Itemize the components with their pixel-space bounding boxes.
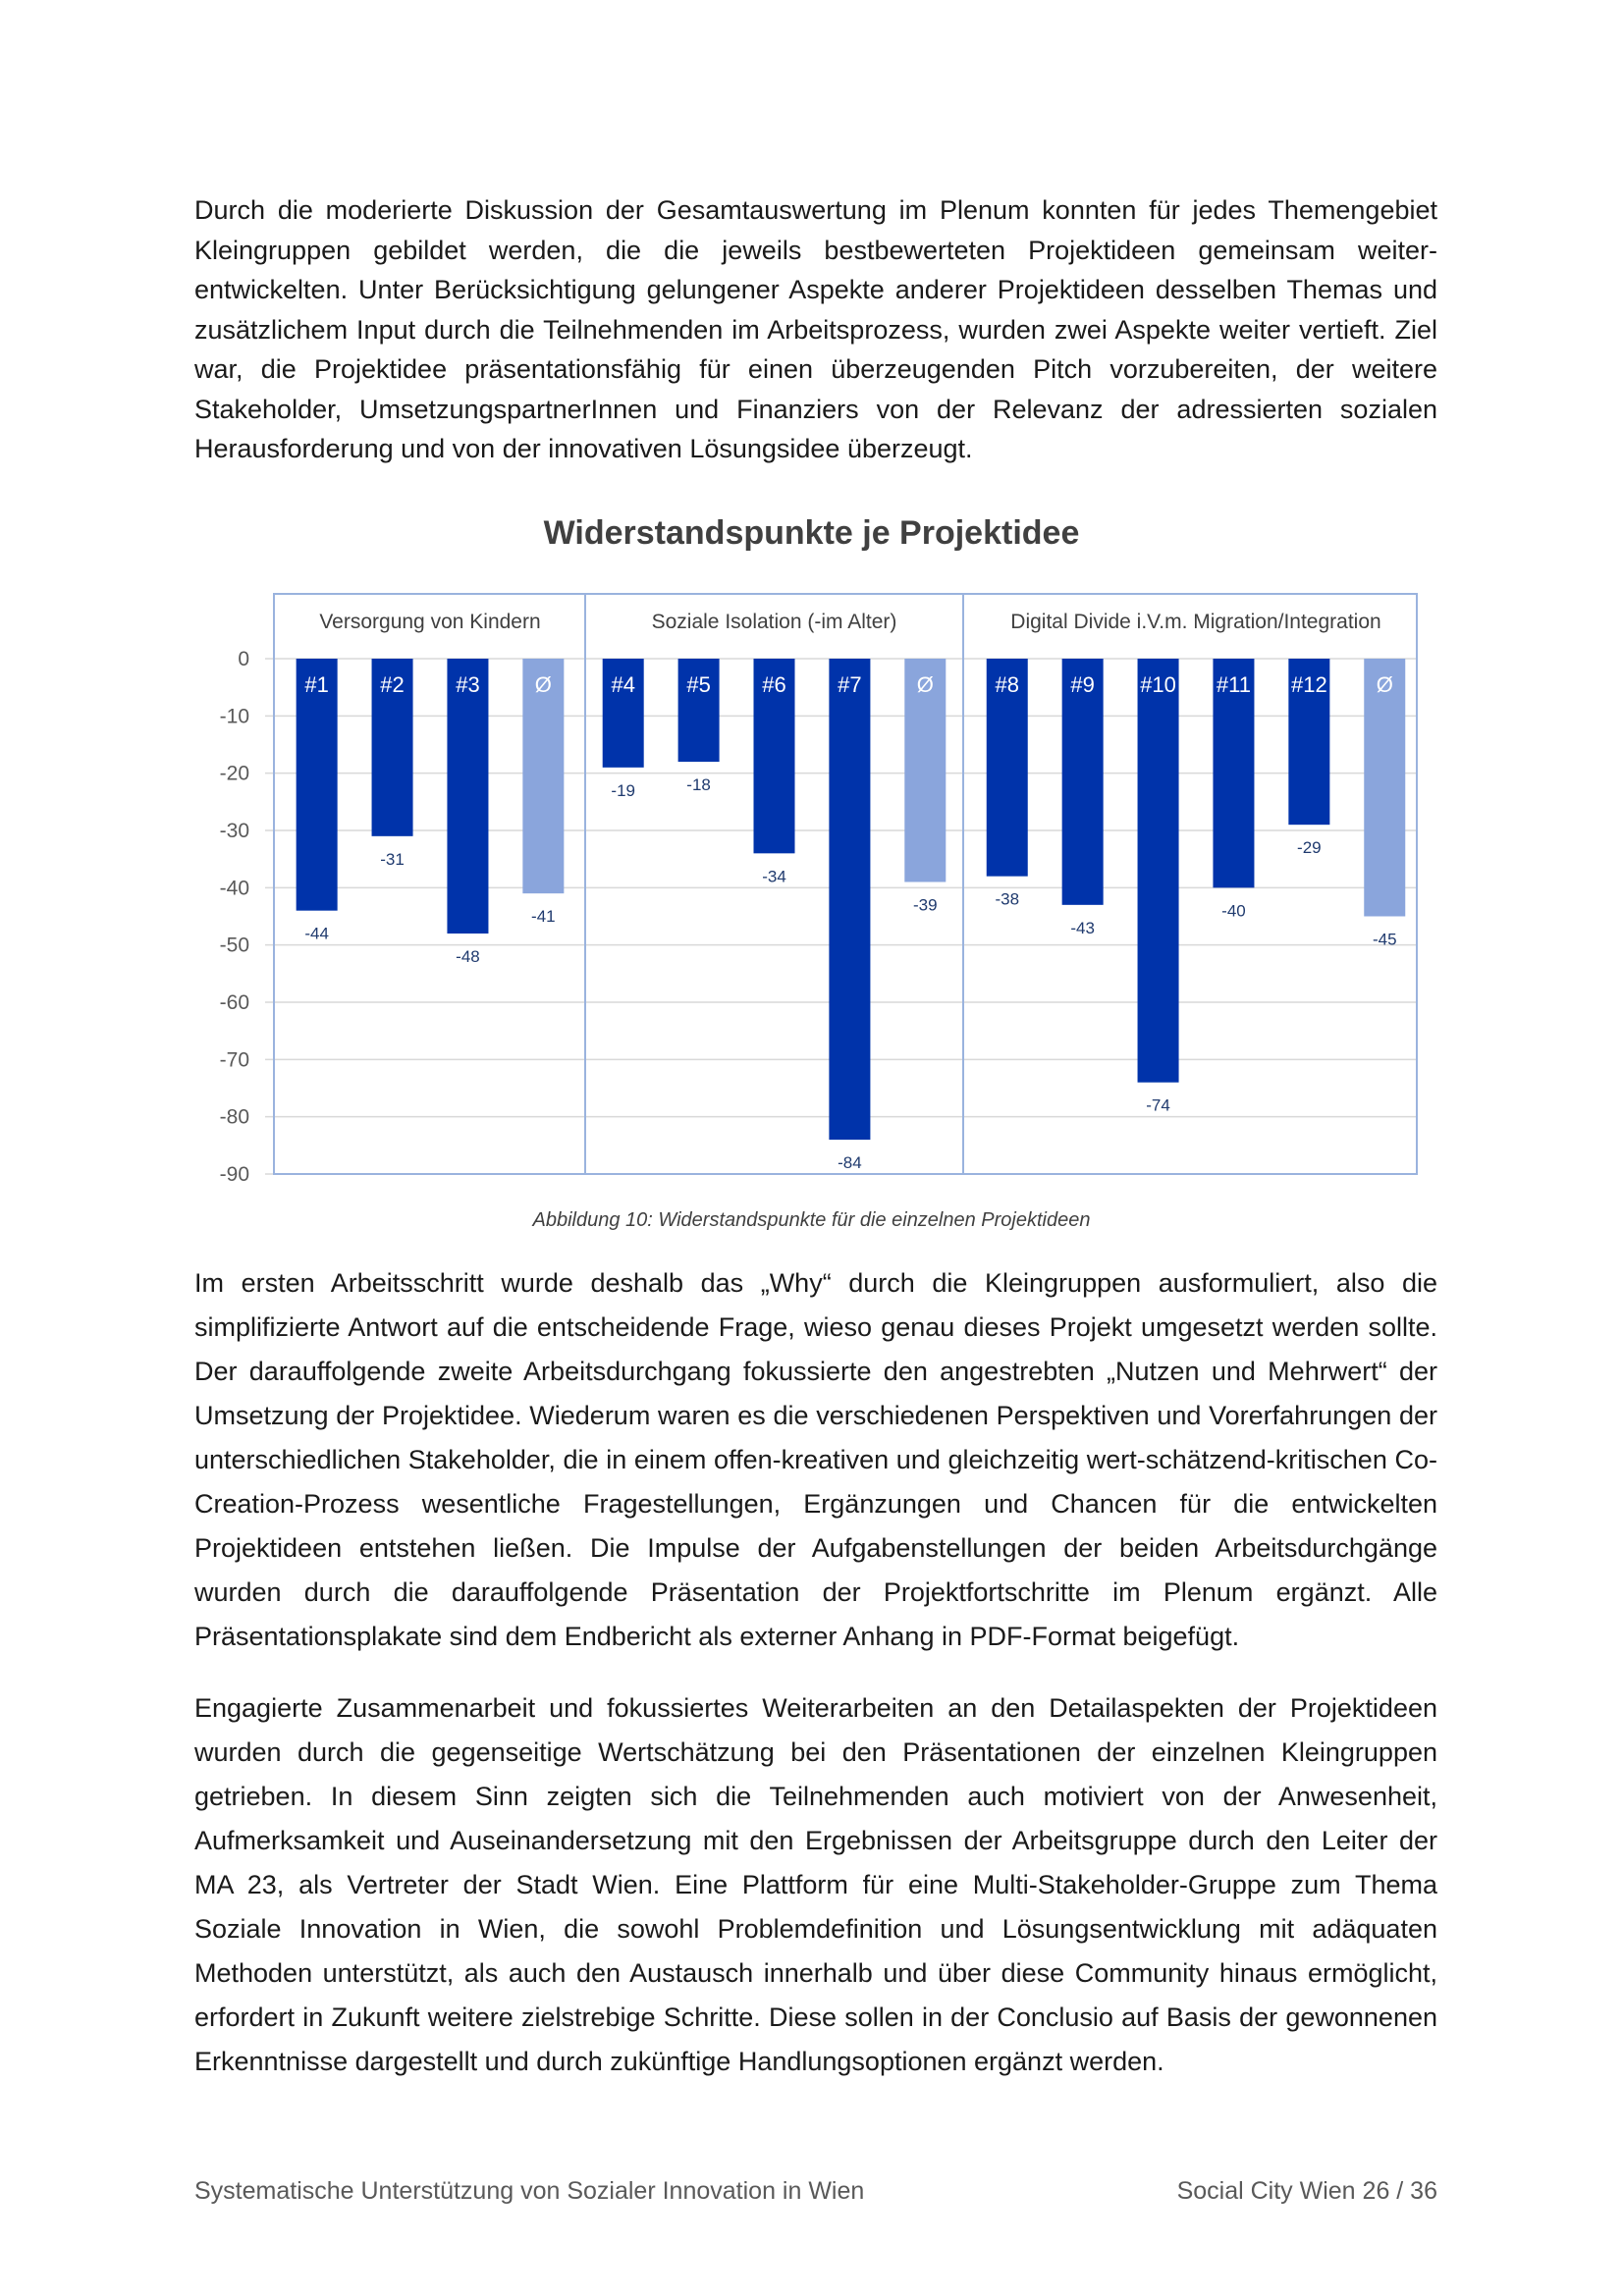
bar-value-label: -29	[1297, 838, 1322, 858]
bar-category-label: #8	[995, 672, 1019, 697]
y-tick-label: -90	[219, 1163, 249, 1186]
bar-category-label: Ø	[916, 672, 934, 697]
bar	[1138, 659, 1179, 1083]
y-tick-label: -50	[219, 934, 249, 957]
bar-value-label: -19	[611, 780, 635, 800]
y-tick-label: -30	[219, 820, 249, 842]
bar-value-label: -40	[1221, 901, 1246, 921]
bar-category-label: #4	[611, 672, 635, 697]
resistance-points-chart	[187, 579, 1443, 1198]
bar-category-label: #2	[380, 672, 405, 697]
bar-category-label: #1	[304, 672, 329, 697]
bar-category-label: #7	[838, 672, 862, 697]
bar-value-label: -74	[1146, 1095, 1170, 1115]
bar-category-label: #5	[686, 672, 711, 697]
bar-value-label: -43	[1070, 918, 1095, 937]
bar-value-label: -39	[913, 895, 938, 915]
bar-category-label: #6	[762, 672, 786, 697]
group-label: Digital Divide i.V.m. Migration/Integration	[1010, 611, 1381, 633]
bar	[1364, 659, 1405, 917]
bar-category-label: #10	[1140, 672, 1176, 697]
bar-value-label: -44	[304, 924, 329, 943]
bar-value-label: -45	[1372, 930, 1397, 949]
paragraph-intro: Durch die moderierte Diskussion der Gesamtauswertung im Plenum konnten für jedes Themengebiet Kleingruppen gebildet werden, die die jeweils bestbewerteten Projektideen gemeinsam weiter-entwickelten. Unter Berücksichtigung gelungener Aspekte anderer Projektideen desselben Themas und zusätzlichem Input durch die Teilnehmenden im Arbeitsprozess, wurden zwei Aspekte weiter vertieft. Ziel war, die Projektidee präsentationsfähig für einen überzeugenden Pitch vorzubereiten, der weitere Stakeholder, UmsetzungspartnerInnen und Finanziers von der Relevanz der adressierten sozialen Herausforderung und von der innovativen Lösungsidee überzeugt.	[194, 195, 1437, 463]
bar-value-label: -84	[838, 1153, 862, 1172]
y-tick-label: -10	[219, 705, 249, 728]
bar-value-label: -34	[762, 867, 786, 886]
y-tick-label: 0	[238, 648, 249, 670]
group-label: Versorgung von Kindern	[319, 611, 541, 633]
bar-category-label: #9	[1070, 672, 1095, 697]
footer-document-title: Systematische Unterstützung von Sozialer Innovation in Wien	[194, 2177, 865, 2205]
bar-category-label: Ø	[534, 672, 552, 697]
bar-value-label: -41	[531, 907, 556, 927]
bar	[447, 659, 488, 934]
footer-page-number: Social City Wien 26 / 36	[1176, 2177, 1437, 2205]
y-tick-label: -60	[219, 991, 249, 1014]
y-tick-label: -70	[219, 1048, 249, 1072]
chart-title: Widerstandspunkte je Projektidee	[543, 514, 1080, 552]
group-label: Soziale Isolation (-im Alter)	[651, 611, 897, 633]
y-tick-label: -40	[219, 877, 249, 900]
bar-category-label: #12	[1290, 672, 1327, 697]
bar-value-label: -31	[380, 849, 405, 869]
bar-value-label: -18	[686, 775, 711, 794]
y-tick-label: -20	[219, 762, 249, 785]
paragraph-collaboration: Engagierte Zusammenarbeit und fokussiertes Weiterarbeiten an den Detailaspekten der Projektideen wurden durch die gegenseitige Wertschätzung bei den Präsentationen der einzelnen Kleingruppen getrieben. In diesem Sinn zeigten sich die Teilnehmenden auch motiviert von der Anwesenheit, Aufmerksamkeit und Auseinandersetzung mit den Ergebnissen der Arbeitsgruppe durch den Leiter der MA 23, als Vertreter der Stadt Wien. Eine Plattform für eine Multi-Stakeholder-Gruppe zum Thema Soziale Innovation in Wien, die sowohl Problemdefinition und Lösungsentwicklung mit adäquaten Methoden unterstützt, als auch den Austausch innerhalb und über diese Community hinaus ermöglicht, erfordert in Zukunft weitere zielstrebige Schritte. Diese sollen in der Conclusio auf Basis der gewonnenen Erkenntnisse dargestellt und durch zukünftige Handlungsoptionen ergänzt werden.	[194, 1693, 1437, 2076]
figure-caption: Abbildung 10: Widerstandspunkte für die einzelnen Projektideen	[532, 1209, 1091, 1231]
bar-category-label: #3	[456, 672, 480, 697]
bar-category-label: #11	[1216, 672, 1251, 697]
y-tick-label: -80	[219, 1105, 249, 1129]
bar	[829, 659, 870, 1140]
bar-value-label: -48	[456, 947, 480, 966]
bar-category-label: Ø	[1376, 672, 1393, 697]
bar-value-label: -38	[995, 889, 1020, 909]
paragraph-work-steps: Im ersten Arbeitsschritt wurde deshalb das „Why“ durch die Kleingruppen ausformuliert, also die simplifizierte Antwort auf die entscheidende Frage, wieso genau dieses Projekt umgesetzt werden sollte. Der darauffolgende zweite Arbeitsdurchgang fokussierte den angestrebten „Nutzen und Mehrwert“ der Umsetzung der Projektidee. Wiederum waren es die verschiedenen Perspektiven und Vorerfahrungen der unterschiedlichen Stakeholder, die in einem offen-kreativen und gleichzeitig wert-schätzend-kritischen Co-Creation-Prozess wesentliche Fragestellungen, Ergänzungen und Chancen für die entwickelten Projektideen entstehen ließen. Die Impulse der Aufgabenstellungen der beiden Arbeitsdurchgänge wurden durch die darauffolgende Präsentation der Projektfortschritte im Plenum ergänzt. Alle Präsentationsplakate sind dem Endbericht als externer Anhang in PDF-Format beigefügt.	[194, 1268, 1437, 1651]
